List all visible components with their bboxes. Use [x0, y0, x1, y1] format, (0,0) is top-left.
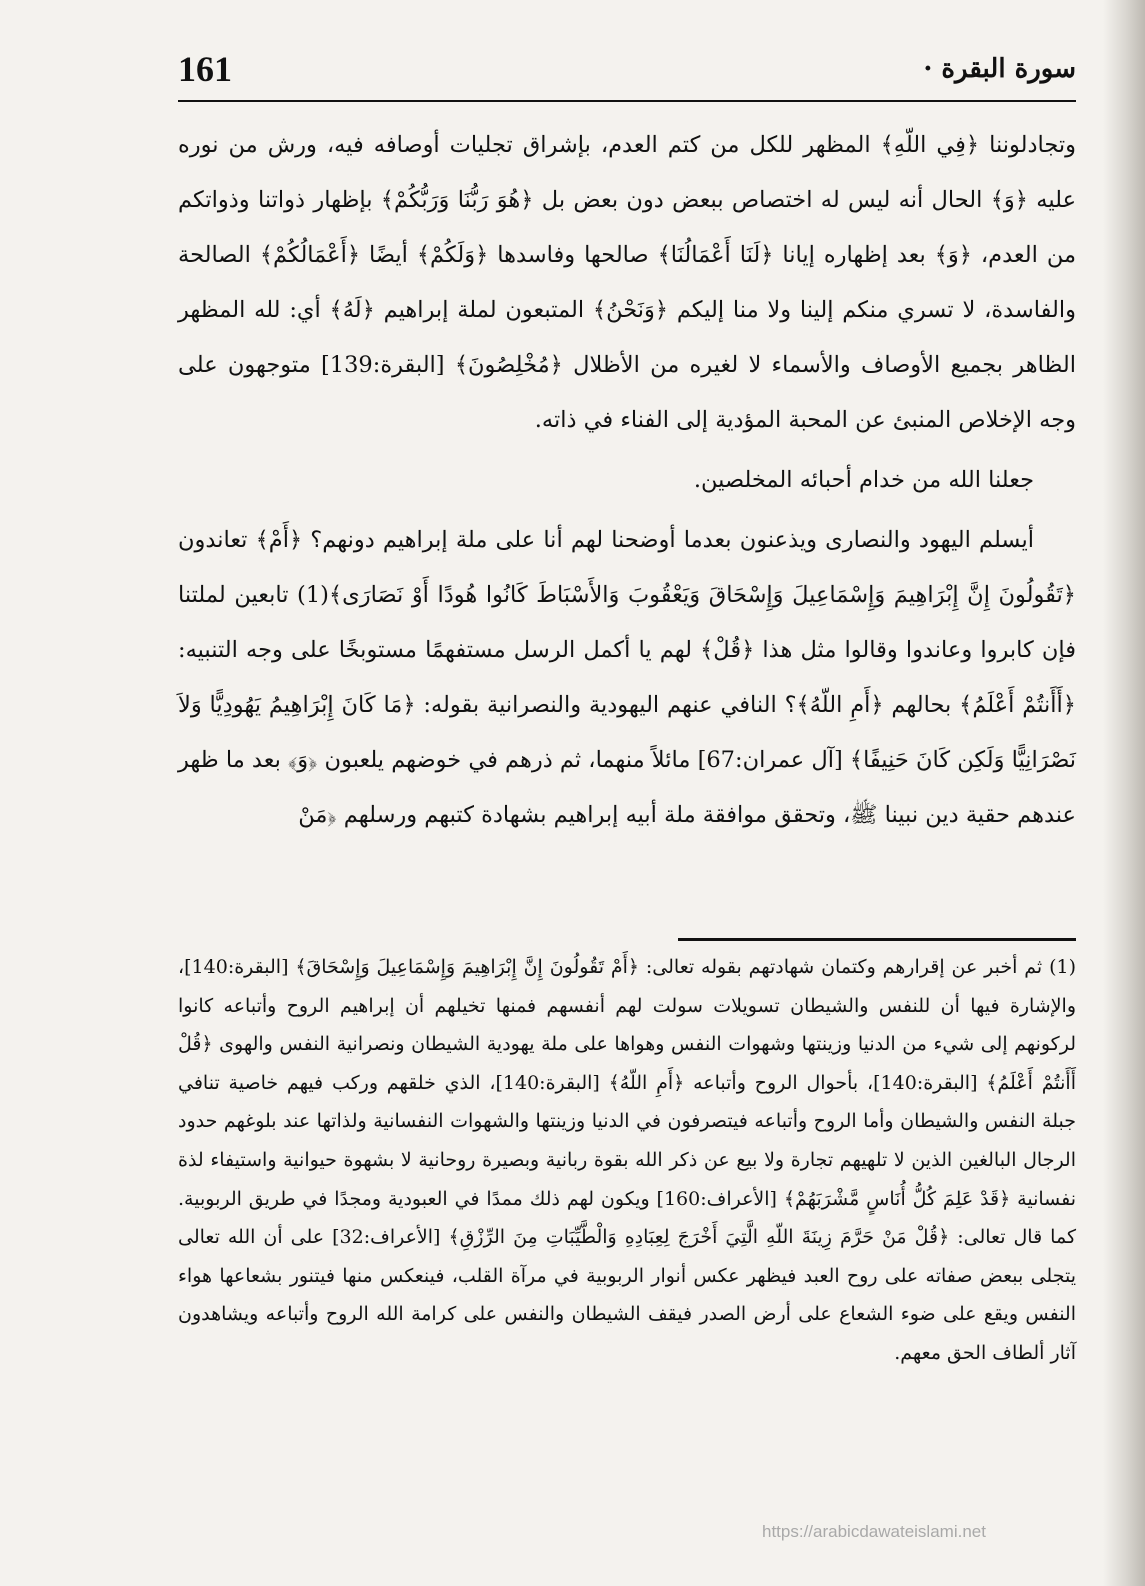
watermark-url: https://arabicdawateislami.net — [762, 1522, 986, 1541]
paragraph: أيسلم اليهود والنصارى ويذعنون بعدما أوضحنا لهم أنا على ملة إبراهيم دونهم؟ ﴿أَمْ﴾ تعاندون ﴿تَقُولُونَ إِنَّ إِبْرَاهِيمَ وَإِسْمَاعِيلَ وَإِسْحَاقَ وَيَعْقُوبَ وَالأَسْبَاطَ كَانُوا هُودًا أَوْ نَصَارَى﴾(1) تابعين لملتنا فإن كابروا وعاندوا وقالوا مثل هذا ﴿قُلْ﴾ لهم يا أكمل الرسل مستفهمًا مستوبخًا على وجه التنبيه: ﴿أَأَنتُمْ أَعْلَمُ﴾ بحالهم ﴿أَمِ اللّهُ﴾؟ النافي عنهم اليهودية والنصرانية بقوله: ﴿مَا كَانَ إِبْرَاهِيمُ يَهُودِيًّا وَلاَ نَصْرَانِيًّا وَلَكِن كَانَ حَنِيفًا﴾ [آل عمران:67] مائلاً منهما، ثم ذرهم في خوضهم يلعبون ﴿وَ﴾ بعد ما ظهر عندهم حقية دين نبينا ﷺ، وتحقق موافقة ملة أبيه إبراهيم بشهادة كتبهم ورسلهم ﴿مَنْ — [178, 527, 1076, 828]
scan-shadow-edge — [1103, 0, 1145, 1586]
main-text — [178, 118, 1076, 843]
page-header — [178, 44, 1076, 102]
surah-title: سورة البقرة · — [923, 54, 1076, 84]
footnote-separator — [678, 938, 1076, 941]
footnotes — [178, 948, 1076, 1373]
page-number: 161 — [178, 49, 232, 89]
paragraph: جعلنا الله من خدام أحبائه المخلصين. — [693, 467, 1034, 493]
paragraph: وتجادلوننا ﴿فِي اللّهِ﴾ المظهر للكل من كتم العدم، بإشراق تجليات أوصافه فيه، ورش من نوره عليه ﴿وَ﴾ الحال أنه ليس له اختصاص ببعض دون بعض بل ﴿هُوَ رَبُّنَا وَرَبُّكُمْ﴾ بإظهار ذواتنا وذواتكم من العدم، ﴿وَ﴾ بعد إظهاره إيانا ﴿لَنَا أَعْمَالُنَا﴾ صالحها وفاسدها ﴿وَلَكُمْ﴾ أيضًا ﴿أَعْمَالُكُمْ﴾ الصالحة والفاسدة، لا تسري منكم إلينا ولا منا إليكم ﴿وَنَحْنُ﴾ المتبعون لملة إبراهيم ﴿لَهُ﴾ أي: لله المظهر الظاهر بجميع الأوصاف والأسماء لا لغيره من الأظلال ﴿مُخْلِصُونَ﴾ [البقرة:139] متوجهون على وجه الإخلاص المنبئ عن المحبة المؤدية إلى الفناء في ذاته. — [178, 132, 1076, 433]
footnote-1: (1) ثم أخبر عن إقرارهم وكتمان شهادتهم بقوله تعالى: ﴿أَمْ تَقُولُونَ إِنَّ إِبْرَاهِيمَ وَإِسْمَاعِيلَ وَإِسْحَاقَ﴾ [البقرة:140]، والإشارة فيها أن للنفس والشيطان تسويلات سولت لهم أنفسهم فمنها تخيلهم أن إبراهيم الروح وأتباعه كانوا لركونهم إلى شيء من الدنيا وزينتها وشهوات النفس وهواها على ملة يهودية الشيطان ونصرانية النفس والهوى ﴿قُلْ أَأَنتُمْ أَعْلَمُ﴾ [البقرة:140]، بأحوال الروح وأتباعه ﴿أَمِ اللّهُ﴾ [البقرة:140]، الذي خلقهم وركب فيهم خاصية تنافي جبلة النفس والشيطان وأما الروح وأتباعه فيتصرفون في الدنيا وزينتها والشهوات النفسانية ولذاتها عند بلوغهم حدود الرجال البالغين الذين لا تلهيهم تجارة ولا بيع عن ذكر الله بقوة ربانية وبصيرة روحانية لا بشهوة حيوانية واستيفاء لذة نفسانية ﴿قَدْ عَلِمَ كُلُّ أُنَاسٍ مَّشْرَبَهُمْ﴾ [الأعراف:160] ويكون لهم ذلك ممدًا في العبودية ومجدًا في طريق الربوبية. كما قال تعالى: ﴿قُلْ مَنْ حَرَّمَ زِينَةَ اللّهِ الَّتِيَ أَخْرَجَ لِعِبَادِهِ وَالْطَّيِّبَاتِ مِنَ الرِّزْقِ﴾ [الأعراف:32] على أن الله تعالى يتجلى ببعض صفاته على روح العبد فيظهر عكس أنوار الربوبية في مرآة القلب، فينعكس منها فيتنور بشعاعها هواء النفس ويقع على ضوء الشعاع على أرض الصدر فيقف الشيطان والنفس على كرامة الله الروح وأتباعه ويشاهدون آثار ألطاف الحق معهم. — [178, 956, 1077, 1364]
